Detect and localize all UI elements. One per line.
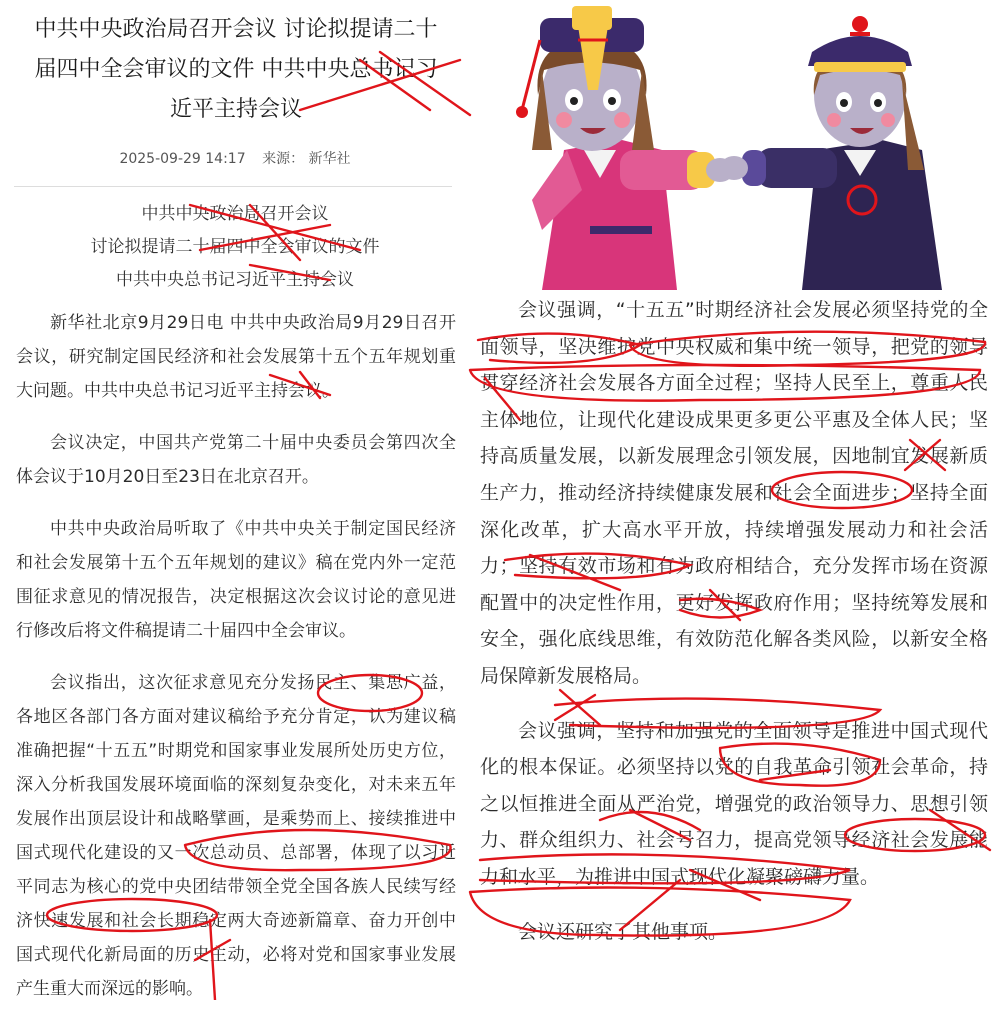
left-article-column bbox=[0, 0, 470, 1000]
right-article-body bbox=[480, 292, 988, 968]
divider bbox=[14, 186, 452, 187]
article-meta bbox=[0, 148, 470, 168]
article-source: 来源： 新华社 bbox=[262, 151, 351, 167]
subhead-line: 讨论拟提请二十届四中全会审议的文件 bbox=[90, 237, 380, 257]
paragraph: 中共中央政治局听取了《中共中央关于制定国民经济和社会发展第十五个五年规划的建议》稿在党内外一定范围征求意见的情况报告，决定根据这次会议讨论的意见进行修改后将文件稿提请二十届四中全会审议。 bbox=[16, 519, 456, 641]
paragraph: 会议还研究了其他事项。 bbox=[518, 920, 728, 943]
publish-datetime: 2025-09-29 14:17 bbox=[119, 151, 246, 167]
subhead-line: 中共中央总书记习近平主持会议 bbox=[116, 270, 354, 290]
subhead-line: 中共中央政治局召开会议 bbox=[141, 204, 329, 224]
right-jiangshi-figure bbox=[720, 16, 942, 290]
paragraph: 会议决定，中国共产党第二十届中央委员会第四次全体会议于10月20日至23日在北京召开。 bbox=[16, 433, 456, 487]
paragraph: 会议强调，“十五五”时期经济社会发展必须坚持党的全面领导，坚决维护党中央权威和集中统一领导，把党的领导贯穿经济社会发展各方面全过程；坚持人民至上，尊重人民主体地位，让现代化建设成果更多更公平惠及全体人民；坚持高质量发展，以新发展理念引领发展，因地制宜发展新质生产力，推动经济持续健康发展和社会全面进步；坚持全面深化改革，扩大高水平开放，持续增强发展动力和社会活力；坚持有效市场和有为政府相结合，充分发挥市场在资源配置中的决定性作用，更好发挥政府作用；坚持统筹发展和安全，强化底线思维，有效防范化解各类风险，以新安全格局保障新发展格局。 bbox=[480, 299, 988, 687]
left-jiangshi-figure bbox=[516, 6, 734, 290]
paragraph: 新华社北京9月29日电 中共中央政治局9月29日召开会议，研究制定国民经济和社会发展第十五个五年规划重大问题。中共中央总书记习近平主持会议。 bbox=[16, 313, 456, 401]
title-line: 近平主持会议 bbox=[169, 97, 302, 122]
jiangshi-cartoon-illustration bbox=[472, 0, 1000, 290]
title-line: 中共中央政治局召开会议 讨论拟提请二十 bbox=[34, 17, 438, 42]
paragraph: 会议指出，这次征求意见充分发扬民主、集思广益，各地区各部门各方面对建议稿给予充分肯定，认为建议稿准确把握“十五五”时期党和国家事业发展所处历史方位，深入分析我国发展环境面临的深刻复杂变化，对未来五年发展作出顶层设计和战略擘画，是乘势而上、接续推进中国式现代化建设的又一次总动员、总部署，体现了以习近平同志为核心的党中央团结带领全党全国各族人民续写经济快速发展和社会长期稳定两大奇迹新篇章、奋力开创中国式现代化新局面的历史主动，必将对党和国家事业发展产生重大而深远的影响。 bbox=[16, 673, 456, 999]
right-article-column bbox=[472, 0, 1000, 1000]
article-title bbox=[12, 10, 460, 130]
title-line: 届四中全会审议的文件 中共中央总书记习 bbox=[34, 57, 438, 82]
left-article-body bbox=[16, 306, 456, 1024]
paragraph: 会议强调，坚持和加强党的全面领导是推进中国式现代化的根本保证。必须坚持以党的自我革命引领社会革命，持之以恒推进全面从严治党，增强党的政治领导力、思想引领力、群众组织力、社会号召力，提高党领导经济社会发展能力和水平，为推进中国式现代化凝聚磅礴力量。 bbox=[480, 719, 988, 888]
article-subheads bbox=[0, 198, 470, 297]
